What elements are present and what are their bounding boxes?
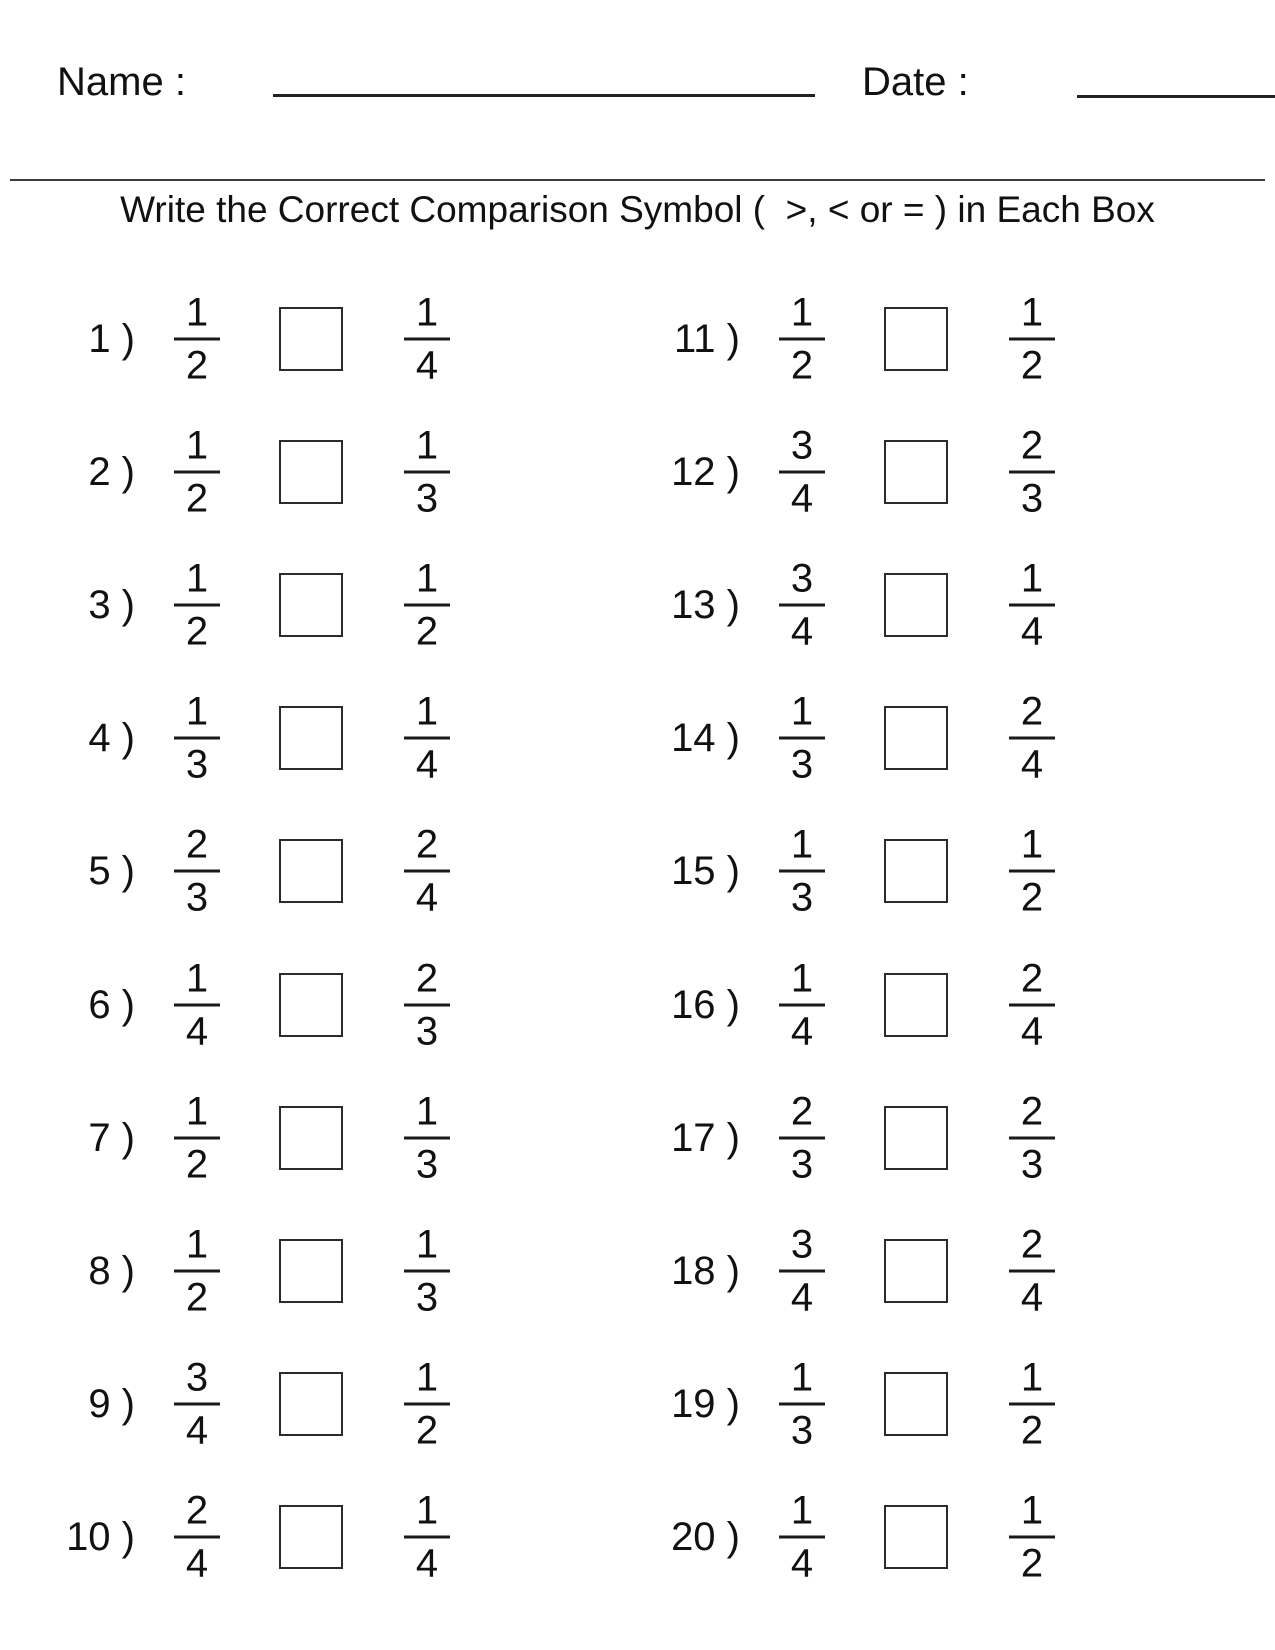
left-fraction-numerator: 1 <box>790 290 814 335</box>
right-fraction-denominator: 2 <box>415 609 439 654</box>
left-fraction-numerator: 2 <box>185 1488 209 1533</box>
left-fraction-numerator: 2 <box>790 1089 814 1134</box>
header-divider <box>10 179 1265 181</box>
right-fraction-numerator: 2 <box>1020 956 1044 1001</box>
fraction-bar <box>1009 1136 1055 1139</box>
left-fraction-numerator: 1 <box>185 689 209 734</box>
date-input-line[interactable] <box>1077 95 1275 98</box>
fraction-bar <box>404 603 450 606</box>
right-fraction-numerator: 1 <box>415 556 439 601</box>
right-fraction-numerator: 1 <box>415 1355 439 1400</box>
left-fraction-denominator: 2 <box>185 1275 209 1320</box>
right-fraction <box>387 956 467 1054</box>
left-fraction-numerator: 1 <box>185 556 209 601</box>
left-fraction-denominator: 4 <box>185 1408 209 1453</box>
left-fraction-numerator: 1 <box>790 689 814 734</box>
fraction-bar <box>174 470 220 473</box>
fraction-bar <box>1009 1536 1055 1539</box>
left-fraction <box>762 1355 842 1453</box>
left-fraction-denominator: 4 <box>185 1009 209 1054</box>
left-fraction-denominator: 2 <box>790 343 814 388</box>
answer-box[interactable] <box>884 1106 948 1170</box>
left-fraction-numerator: 3 <box>790 1222 814 1267</box>
right-fraction <box>992 956 1072 1054</box>
problem-number: 3 ) <box>88 582 135 627</box>
right-fraction-denominator: 4 <box>415 875 439 920</box>
problems-column-right <box>605 272 1105 1604</box>
left-fraction <box>157 423 237 521</box>
fraction-bar <box>779 1536 825 1539</box>
fraction-bar <box>779 1003 825 1006</box>
right-fraction-numerator: 1 <box>415 423 439 468</box>
fraction-bar <box>174 603 220 606</box>
answer-box[interactable] <box>279 307 343 371</box>
left-fraction-denominator: 3 <box>185 742 209 787</box>
left-fraction-denominator: 4 <box>790 609 814 654</box>
problem-row <box>605 672 1105 805</box>
fraction-bar <box>404 1536 450 1539</box>
fraction-bar <box>404 737 450 740</box>
problems-column-left <box>0 272 500 1604</box>
problem-number: 5 ) <box>88 849 135 894</box>
fraction-bar <box>1009 737 1055 740</box>
problem-row <box>605 272 1105 405</box>
name-input-line[interactable] <box>273 94 815 97</box>
left-fraction-denominator: 4 <box>790 1541 814 1586</box>
problem-number: 13 ) <box>671 582 740 627</box>
right-fraction-denominator: 2 <box>1020 875 1044 920</box>
right-fraction <box>387 822 467 920</box>
right-fraction-numerator: 1 <box>415 1488 439 1533</box>
right-fraction-numerator: 1 <box>1020 822 1044 867</box>
answer-box[interactable] <box>279 440 343 504</box>
right-fraction <box>387 689 467 787</box>
fraction-bar <box>779 870 825 873</box>
worksheet-title: Write the Correct Comparison Symbol ( >, < or = ) in Each Box <box>120 189 1155 230</box>
fraction-bar <box>174 1403 220 1406</box>
right-fraction-numerator: 2 <box>415 956 439 1001</box>
right-fraction-denominator: 4 <box>1020 1275 1044 1320</box>
answer-box[interactable] <box>279 973 343 1037</box>
left-fraction-numerator: 2 <box>185 822 209 867</box>
fraction-bar <box>404 470 450 473</box>
problem-number: 4 ) <box>88 716 135 761</box>
right-fraction-denominator: 3 <box>415 1009 439 1054</box>
left-fraction-numerator: 1 <box>790 956 814 1001</box>
right-fraction-denominator: 2 <box>415 1408 439 1453</box>
fraction-bar <box>174 1536 220 1539</box>
left-fraction-numerator: 1 <box>790 1488 814 1533</box>
answer-box[interactable] <box>884 706 948 770</box>
problem-row <box>605 805 1105 938</box>
fraction-bar <box>1009 337 1055 340</box>
fraction-bar <box>404 337 450 340</box>
answer-box[interactable] <box>884 1239 948 1303</box>
right-fraction-numerator: 2 <box>1020 1089 1044 1134</box>
left-fraction-denominator: 4 <box>790 1009 814 1054</box>
problem-row <box>0 672 500 805</box>
right-fraction-numerator: 2 <box>1020 1222 1044 1267</box>
left-fraction <box>762 1488 842 1586</box>
right-fraction <box>387 290 467 388</box>
fraction-bar <box>1009 1003 1055 1006</box>
fraction-bar <box>1009 470 1055 473</box>
left-fraction-denominator: 2 <box>185 343 209 388</box>
left-fraction <box>762 1222 842 1320</box>
left-fraction-numerator: 3 <box>185 1355 209 1400</box>
problem-number: 1 ) <box>88 316 135 361</box>
left-fraction-numerator: 1 <box>185 956 209 1001</box>
problem-number: 11 ) <box>674 316 740 361</box>
problem-number: 18 ) <box>671 1248 740 1293</box>
left-fraction <box>762 556 842 654</box>
left-fraction-denominator: 3 <box>790 1142 814 1187</box>
right-fraction-denominator: 4 <box>415 343 439 388</box>
left-fraction-denominator: 3 <box>185 875 209 920</box>
problem-row <box>0 1471 500 1604</box>
problem-number: 12 ) <box>671 449 740 494</box>
fraction-bar <box>404 1269 450 1272</box>
problem-number: 10 ) <box>66 1515 135 1560</box>
answer-box[interactable] <box>884 1372 948 1436</box>
problem-row <box>0 538 500 671</box>
left-fraction-numerator: 1 <box>790 1355 814 1400</box>
left-fraction <box>157 822 237 920</box>
fraction-bar <box>174 870 220 873</box>
problem-number: 16 ) <box>671 982 740 1027</box>
right-fraction <box>992 1089 1072 1187</box>
right-fraction-numerator: 1 <box>415 290 439 335</box>
left-fraction-denominator: 3 <box>790 742 814 787</box>
right-fraction-denominator: 4 <box>1020 1009 1044 1054</box>
right-fraction-numerator: 2 <box>415 822 439 867</box>
fraction-bar <box>174 737 220 740</box>
left-fraction-numerator: 3 <box>790 423 814 468</box>
fraction-bar <box>1009 603 1055 606</box>
left-fraction <box>157 689 237 787</box>
fraction-bar <box>779 1136 825 1139</box>
left-fraction <box>157 1355 237 1453</box>
right-fraction <box>992 556 1072 654</box>
right-fraction-denominator: 3 <box>415 1275 439 1320</box>
problem-number: 14 ) <box>671 716 740 761</box>
problem-number: 19 ) <box>671 1382 740 1427</box>
right-fraction-numerator: 2 <box>1020 423 1044 468</box>
problem-row <box>605 1204 1105 1337</box>
right-fraction-numerator: 1 <box>1020 556 1044 601</box>
right-fraction <box>387 1222 467 1320</box>
answer-box[interactable] <box>279 706 343 770</box>
right-fraction <box>992 290 1072 388</box>
fraction-bar <box>1009 870 1055 873</box>
answer-box[interactable] <box>279 1239 343 1303</box>
problem-row <box>0 1071 500 1204</box>
problem-number: 2 ) <box>88 449 135 494</box>
left-fraction <box>157 290 237 388</box>
date-label: Date : <box>862 60 969 104</box>
answer-box[interactable] <box>884 440 948 504</box>
fraction-bar <box>404 870 450 873</box>
right-fraction <box>992 1488 1072 1586</box>
left-fraction-numerator: 1 <box>185 1222 209 1267</box>
right-fraction-denominator: 4 <box>1020 742 1044 787</box>
right-fraction-numerator: 2 <box>1020 689 1044 734</box>
right-fraction-denominator: 2 <box>1020 1541 1044 1586</box>
right-fraction-numerator: 1 <box>415 1089 439 1134</box>
left-fraction-numerator: 1 <box>185 290 209 335</box>
problem-number: 9 ) <box>88 1382 135 1427</box>
problem-number: 8 ) <box>88 1248 135 1293</box>
problem-row <box>605 405 1105 538</box>
answer-box[interactable] <box>884 307 948 371</box>
right-fraction-denominator: 3 <box>415 476 439 521</box>
problem-row <box>605 1071 1105 1204</box>
name-label: Name : <box>57 60 186 104</box>
left-fraction-denominator: 3 <box>790 1408 814 1453</box>
right-fraction-numerator: 1 <box>415 689 439 734</box>
problem-row <box>0 272 500 405</box>
problem-row <box>0 1338 500 1471</box>
fraction-bar <box>174 1269 220 1272</box>
left-fraction-denominator: 4 <box>790 476 814 521</box>
answer-box[interactable] <box>279 1505 343 1569</box>
answer-box[interactable] <box>884 973 948 1037</box>
right-fraction-denominator: 3 <box>1020 476 1044 521</box>
problem-row <box>0 1204 500 1337</box>
fraction-bar <box>404 1136 450 1139</box>
right-fraction <box>992 423 1072 521</box>
fraction-bar <box>1009 1269 1055 1272</box>
answer-box[interactable] <box>884 839 948 903</box>
answer-box[interactable] <box>279 839 343 903</box>
left-fraction-numerator: 1 <box>185 423 209 468</box>
right-fraction-numerator: 1 <box>1020 290 1044 335</box>
problem-row <box>605 1471 1105 1604</box>
right-fraction-numerator: 1 <box>1020 1488 1044 1533</box>
problem-row <box>0 405 500 538</box>
right-fraction-denominator: 3 <box>1020 1142 1044 1187</box>
fraction-bar <box>174 1136 220 1139</box>
right-fraction <box>992 1355 1072 1453</box>
right-fraction <box>387 1488 467 1586</box>
left-fraction-denominator: 2 <box>185 609 209 654</box>
right-fraction <box>387 1355 467 1453</box>
right-fraction-denominator: 4 <box>1020 609 1044 654</box>
right-fraction-denominator: 4 <box>415 742 439 787</box>
fraction-bar <box>174 337 220 340</box>
left-fraction <box>157 556 237 654</box>
right-fraction-denominator: 2 <box>1020 1408 1044 1453</box>
problem-row <box>605 938 1105 1071</box>
left-fraction-numerator: 1 <box>790 822 814 867</box>
problem-number: 17 ) <box>671 1115 740 1160</box>
left-fraction <box>762 822 842 920</box>
left-fraction-denominator: 3 <box>790 875 814 920</box>
left-fraction <box>762 423 842 521</box>
left-fraction <box>157 956 237 1054</box>
right-fraction-numerator: 1 <box>415 1222 439 1267</box>
answer-box[interactable] <box>884 1505 948 1569</box>
right-fraction <box>387 1089 467 1187</box>
problem-number: 6 ) <box>88 982 135 1027</box>
problem-number: 15 ) <box>671 849 740 894</box>
answer-box[interactable] <box>884 573 948 637</box>
left-fraction-numerator: 3 <box>790 556 814 601</box>
left-fraction-numerator: 1 <box>185 1089 209 1134</box>
left-fraction <box>762 290 842 388</box>
fraction-bar <box>779 470 825 473</box>
fraction-bar <box>779 737 825 740</box>
right-fraction <box>992 822 1072 920</box>
problem-row <box>605 1338 1105 1471</box>
right-fraction-numerator: 1 <box>1020 1355 1044 1400</box>
fraction-bar <box>779 1269 825 1272</box>
problem-row <box>605 538 1105 671</box>
answer-box[interactable] <box>279 573 343 637</box>
fraction-bar <box>404 1003 450 1006</box>
left-fraction <box>762 1089 842 1187</box>
fraction-bar <box>779 337 825 340</box>
left-fraction <box>157 1089 237 1187</box>
right-fraction-denominator: 2 <box>1020 343 1044 388</box>
fraction-bar <box>1009 1403 1055 1406</box>
right-fraction-denominator: 4 <box>415 1541 439 1586</box>
left-fraction <box>157 1488 237 1586</box>
fraction-bar <box>404 1403 450 1406</box>
problem-number: 20 ) <box>671 1515 740 1560</box>
right-fraction <box>992 689 1072 787</box>
right-fraction-denominator: 3 <box>415 1142 439 1187</box>
left-fraction-denominator: 2 <box>185 476 209 521</box>
right-fraction <box>387 423 467 521</box>
problem-number: 7 ) <box>88 1115 135 1160</box>
answer-box[interactable] <box>279 1106 343 1170</box>
right-fraction <box>992 1222 1072 1320</box>
problem-row <box>0 805 500 938</box>
fraction-bar <box>779 1403 825 1406</box>
right-fraction <box>387 556 467 654</box>
left-fraction <box>762 689 842 787</box>
fraction-bar <box>174 1003 220 1006</box>
left-fraction-denominator: 2 <box>185 1142 209 1187</box>
problem-row <box>0 938 500 1071</box>
left-fraction <box>762 956 842 1054</box>
left-fraction-denominator: 4 <box>790 1275 814 1320</box>
answer-box[interactable] <box>279 1372 343 1436</box>
left-fraction-denominator: 4 <box>185 1541 209 1586</box>
fraction-bar <box>779 603 825 606</box>
left-fraction <box>157 1222 237 1320</box>
